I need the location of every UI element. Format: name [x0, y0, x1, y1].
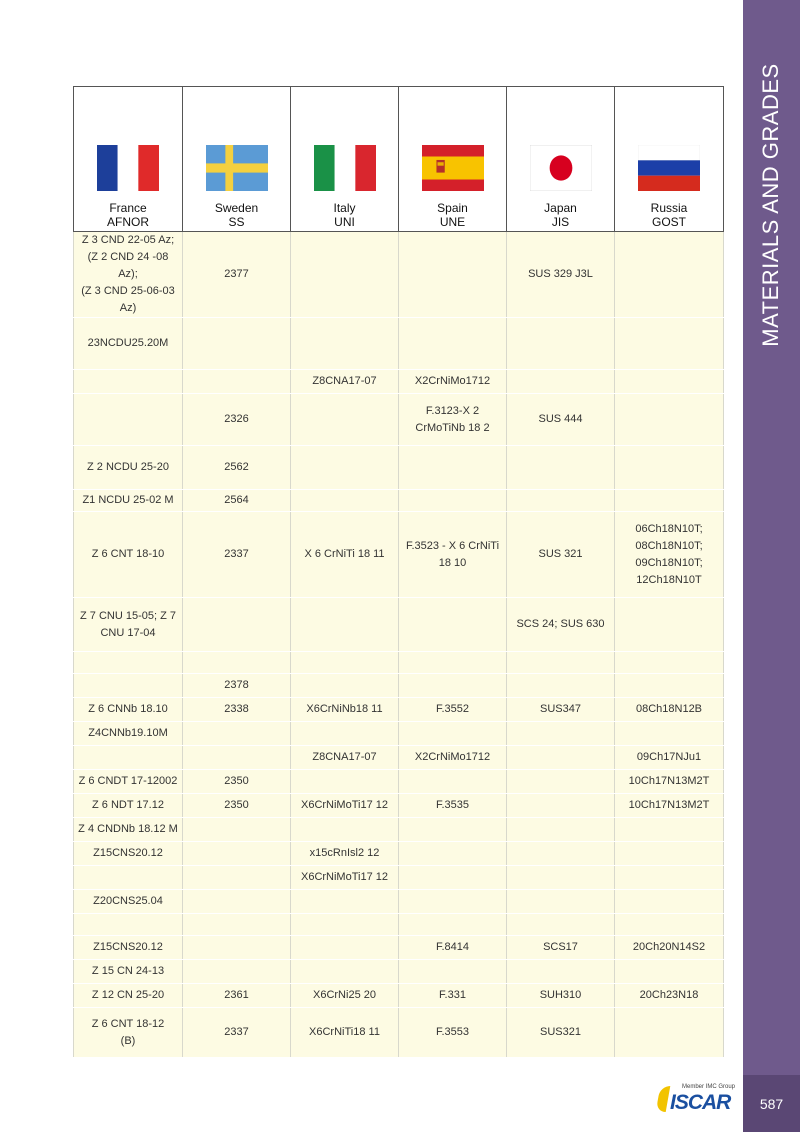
cell-italy-uni [291, 960, 399, 984]
cell-japan-jis: SCS17 [507, 936, 615, 960]
cell-france-afnor: Z 6 CNT 18-12 (B) [74, 1008, 183, 1058]
cell-france-afnor: Z15CNS20.12 [74, 842, 183, 866]
cell-japan-jis [507, 318, 615, 370]
cell-russia-gost [615, 232, 724, 318]
cell-sweden-ss [183, 960, 291, 984]
italy-flag-icon [314, 145, 376, 191]
cell-spain-une [399, 722, 507, 746]
table-row [74, 960, 724, 984]
russia-flag-icon [638, 145, 700, 191]
cell-italy-uni [291, 598, 399, 652]
table-row [74, 1008, 724, 1058]
header-row [74, 87, 724, 232]
cell-russia-gost [615, 1008, 724, 1058]
cell-sweden-ss: 2377 [183, 232, 291, 318]
standard-name: UNE [439, 215, 466, 229]
side-tab [743, 0, 800, 1132]
cell-russia-gost [615, 490, 724, 512]
cell-sweden-ss: 2337 [183, 1008, 291, 1058]
cell-italy-uni [291, 936, 399, 960]
cell-sweden-ss: 2378 [183, 674, 291, 698]
cell-italy-uni: Z8CNA17-07 [291, 746, 399, 770]
cell-italy-uni: X6CrNiNb18 11 [291, 698, 399, 722]
table-row [74, 318, 724, 370]
cell-italy-uni [291, 770, 399, 794]
cell-japan-jis [507, 370, 615, 394]
cell-france-afnor: Z 2 NCDU 25-20 [74, 446, 183, 490]
france-flag-icon [97, 145, 159, 191]
cell-japan-jis [507, 794, 615, 818]
cell-france-afnor: Z1 NCDU 25-02 M [74, 490, 183, 512]
cell-france-afnor [74, 746, 183, 770]
standard-name: UNI [334, 215, 355, 229]
cell-france-afnor: Z 6 CNDT 17-12002 [74, 770, 183, 794]
country-name: France [109, 201, 147, 215]
page-number: 587 [743, 1075, 800, 1132]
cell-spain-une [399, 842, 507, 866]
cell-japan-jis [507, 890, 615, 914]
cell-france-afnor: 23NCDU25.20M [74, 318, 183, 370]
cell-japan-jis [507, 674, 615, 698]
cell-spain-une [399, 674, 507, 698]
cell-france-afnor: Z4CNNb19.10M [74, 722, 183, 746]
cell-france-afnor [74, 674, 183, 698]
cell-japan-jis [507, 652, 615, 674]
cell-sweden-ss [183, 842, 291, 866]
cell-russia-gost: 06Ch18N10T; 08Ch18N10T; 09Ch18N10T; 12Ch18N10T [615, 512, 724, 598]
cell-italy-uni [291, 914, 399, 936]
cell-russia-gost: 08Ch18N12B [615, 698, 724, 722]
cell-japan-jis: SUS347 [507, 698, 615, 722]
japan-flag-icon [530, 145, 592, 191]
cell-japan-jis [507, 866, 615, 890]
cell-spain-une [399, 818, 507, 842]
cell-france-afnor: Z 6 NDT 17.12 [74, 794, 183, 818]
cell-russia-gost [615, 598, 724, 652]
cell-russia-gost [615, 842, 724, 866]
cell-sweden-ss [183, 370, 291, 394]
cell-japan-jis: SUS321 [507, 1008, 615, 1058]
table-row [74, 914, 724, 936]
cell-sweden-ss: 2350 [183, 794, 291, 818]
cell-france-afnor: Z 3 CND 22-05 Az; (Z 2 CND 24 -08 Az); (Z 3 CND 25-06-03 Az) [74, 232, 183, 318]
cell-russia-gost [615, 722, 724, 746]
country-name: Italy [333, 201, 356, 215]
cell-france-afnor: Z15CNS20.12 [74, 936, 183, 960]
cell-russia-gost [615, 370, 724, 394]
cell-spain-une [399, 446, 507, 490]
cell-japan-jis: SUS 329 J3L [507, 232, 615, 318]
country-name: Spain [437, 201, 468, 215]
cell-japan-jis [507, 914, 615, 936]
cell-italy-uni: X6CrNi25 20 [291, 984, 399, 1008]
cell-italy-uni: X6CrNiMoTi17 12 [291, 794, 399, 818]
table-row [74, 722, 724, 746]
cell-italy-uni: X6CrNiTi18 11 [291, 1008, 399, 1058]
table-row [74, 698, 724, 722]
cell-russia-gost [615, 674, 724, 698]
cell-spain-une: F.331 [399, 984, 507, 1008]
cell-spain-une [399, 490, 507, 512]
cell-japan-jis [507, 842, 615, 866]
sweden-flag-icon [206, 145, 268, 191]
table-row [74, 842, 724, 866]
cell-sweden-ss: 2337 [183, 512, 291, 598]
cell-spain-une: X2CrNiMo1712 [399, 370, 507, 394]
cell-sweden-ss [183, 890, 291, 914]
country-name: Russia [650, 201, 688, 215]
cell-russia-gost [615, 914, 724, 936]
cell-france-afnor: Z 6 CNNb 18.10 [74, 698, 183, 722]
cell-japan-jis: SUS 321 [507, 512, 615, 598]
cell-sweden-ss [183, 936, 291, 960]
table-row [74, 490, 724, 512]
country-name: Japan [544, 201, 577, 215]
cell-russia-gost: 20Ch20N14S2 [615, 936, 724, 960]
cell-italy-uni [291, 722, 399, 746]
cell-japan-jis: SCS 24; SUS 630 [507, 598, 615, 652]
cell-sweden-ss: 2326 [183, 394, 291, 446]
cell-russia-gost [615, 652, 724, 674]
cell-sweden-ss: 2562 [183, 446, 291, 490]
cell-sweden-ss [183, 746, 291, 770]
cell-spain-une: X2CrNiMo1712 [399, 746, 507, 770]
cell-sweden-ss [183, 598, 291, 652]
cell-japan-jis [507, 446, 615, 490]
table-body [74, 232, 724, 1058]
standard-name: JIS [551, 215, 570, 229]
cell-japan-jis [507, 746, 615, 770]
cell-japan-jis [507, 770, 615, 794]
cell-russia-gost [615, 394, 724, 446]
cell-spain-une [399, 960, 507, 984]
cell-russia-gost [615, 818, 724, 842]
cell-france-afnor [74, 866, 183, 890]
table-row [74, 984, 724, 1008]
cell-france-afnor: Z 6 CNT 18-10 [74, 512, 183, 598]
cell-sweden-ss: 2564 [183, 490, 291, 512]
cell-sweden-ss [183, 318, 291, 370]
cell-sweden-ss: 2361 [183, 984, 291, 1008]
cell-japan-jis: SUS 444 [507, 394, 615, 446]
cell-italy-uni [291, 674, 399, 698]
cell-italy-uni [291, 446, 399, 490]
cell-italy-uni [291, 232, 399, 318]
table-row [74, 652, 724, 674]
col-header-sweden [183, 87, 291, 232]
cell-japan-jis [507, 960, 615, 984]
cell-russia-gost [615, 866, 724, 890]
table-row [74, 598, 724, 652]
cell-france-afnor: Z20CNS25.04 [74, 890, 183, 914]
cell-spain-une: F.3553 [399, 1008, 507, 1058]
cell-sweden-ss [183, 722, 291, 746]
cell-italy-uni: x15cRnIsl2 12 [291, 842, 399, 866]
logo-swoosh-icon [656, 1086, 671, 1112]
table-row [74, 370, 724, 394]
logo-tagline: Member IMC Group [682, 1084, 736, 1090]
cell-italy-uni: Z8CNA17-07 [291, 370, 399, 394]
cell-spain-une [399, 914, 507, 936]
cell-japan-jis: SUH310 [507, 984, 615, 1008]
cell-russia-gost: 10Ch17N13M2T [615, 770, 724, 794]
cell-italy-uni [291, 490, 399, 512]
cell-spain-une [399, 598, 507, 652]
cell-russia-gost: 09Ch17NJu1 [615, 746, 724, 770]
cell-italy-uni [291, 394, 399, 446]
cell-italy-uni: X 6 CrNiTi 18 11 [291, 512, 399, 598]
col-header-russia [615, 87, 724, 232]
iscar-logo [658, 1084, 738, 1114]
section-title: MATERIALS AND GRADES [758, 63, 783, 347]
cell-spain-une [399, 232, 507, 318]
spain-flag-icon [422, 145, 484, 191]
cell-spain-une [399, 866, 507, 890]
cell-france-afnor [74, 370, 183, 394]
cell-spain-une: F.3123-X 2 CrMoTiNb 18 2 [399, 394, 507, 446]
cell-japan-jis [507, 490, 615, 512]
cell-spain-une [399, 890, 507, 914]
cell-russia-gost [615, 318, 724, 370]
cell-france-afnor [74, 394, 183, 446]
table-row [74, 890, 724, 914]
cell-france-afnor [74, 652, 183, 674]
table-row [74, 512, 724, 598]
cell-russia-gost [615, 890, 724, 914]
cell-italy-uni [291, 652, 399, 674]
table-row [74, 232, 724, 318]
cell-italy-uni [291, 818, 399, 842]
cell-sweden-ss [183, 818, 291, 842]
cell-japan-jis [507, 722, 615, 746]
cell-sweden-ss [183, 866, 291, 890]
logo-wordmark: ISCAR [670, 1091, 731, 1114]
col-header-italy [291, 87, 399, 232]
cell-france-afnor: Z 12 CN 25-20 [74, 984, 183, 1008]
cell-spain-une [399, 318, 507, 370]
materials-grades-table [73, 86, 724, 1058]
cell-russia-gost [615, 446, 724, 490]
country-name: Sweden [214, 201, 259, 215]
cell-spain-une: F.3552 [399, 698, 507, 722]
table-row [74, 794, 724, 818]
table-row [74, 936, 724, 960]
table-row [74, 866, 724, 890]
cell-italy-uni [291, 890, 399, 914]
cell-sweden-ss: 2338 [183, 698, 291, 722]
standard-name: AFNOR [107, 215, 149, 229]
cell-japan-jis [507, 818, 615, 842]
cell-sweden-ss [183, 914, 291, 936]
standard-name: SS [228, 215, 245, 229]
col-header-japan [507, 87, 615, 232]
cell-russia-gost: 10Ch17N13M2T [615, 794, 724, 818]
cell-spain-une [399, 770, 507, 794]
cell-russia-gost [615, 960, 724, 984]
standard-name: GOST [651, 215, 686, 229]
col-header-france [74, 87, 183, 232]
table-row [74, 770, 724, 794]
cell-spain-une: F.3523 - X 6 CrNiTi 18 10 [399, 512, 507, 598]
table-row [74, 674, 724, 698]
cell-sweden-ss: 2350 [183, 770, 291, 794]
cell-italy-uni [291, 318, 399, 370]
table-row [74, 746, 724, 770]
table-row [74, 394, 724, 446]
cell-france-afnor: Z 7 CNU 15-05; Z 7 CNU 17-04 [74, 598, 183, 652]
cell-russia-gost: 20Ch23N18 [615, 984, 724, 1008]
cell-sweden-ss [183, 652, 291, 674]
col-header-spain [399, 87, 507, 232]
cell-spain-une [399, 652, 507, 674]
cell-france-afnor: Z 4 CNDNb 18.12 M [74, 818, 183, 842]
table-row [74, 446, 724, 490]
cell-spain-une: F.3535 [399, 794, 507, 818]
table-row [74, 818, 724, 842]
cell-italy-uni: X6CrNiMoTi17 12 [291, 866, 399, 890]
cell-france-afnor [74, 914, 183, 936]
cell-france-afnor: Z 15 CN 24-13 [74, 960, 183, 984]
cell-spain-une: F.8414 [399, 936, 507, 960]
